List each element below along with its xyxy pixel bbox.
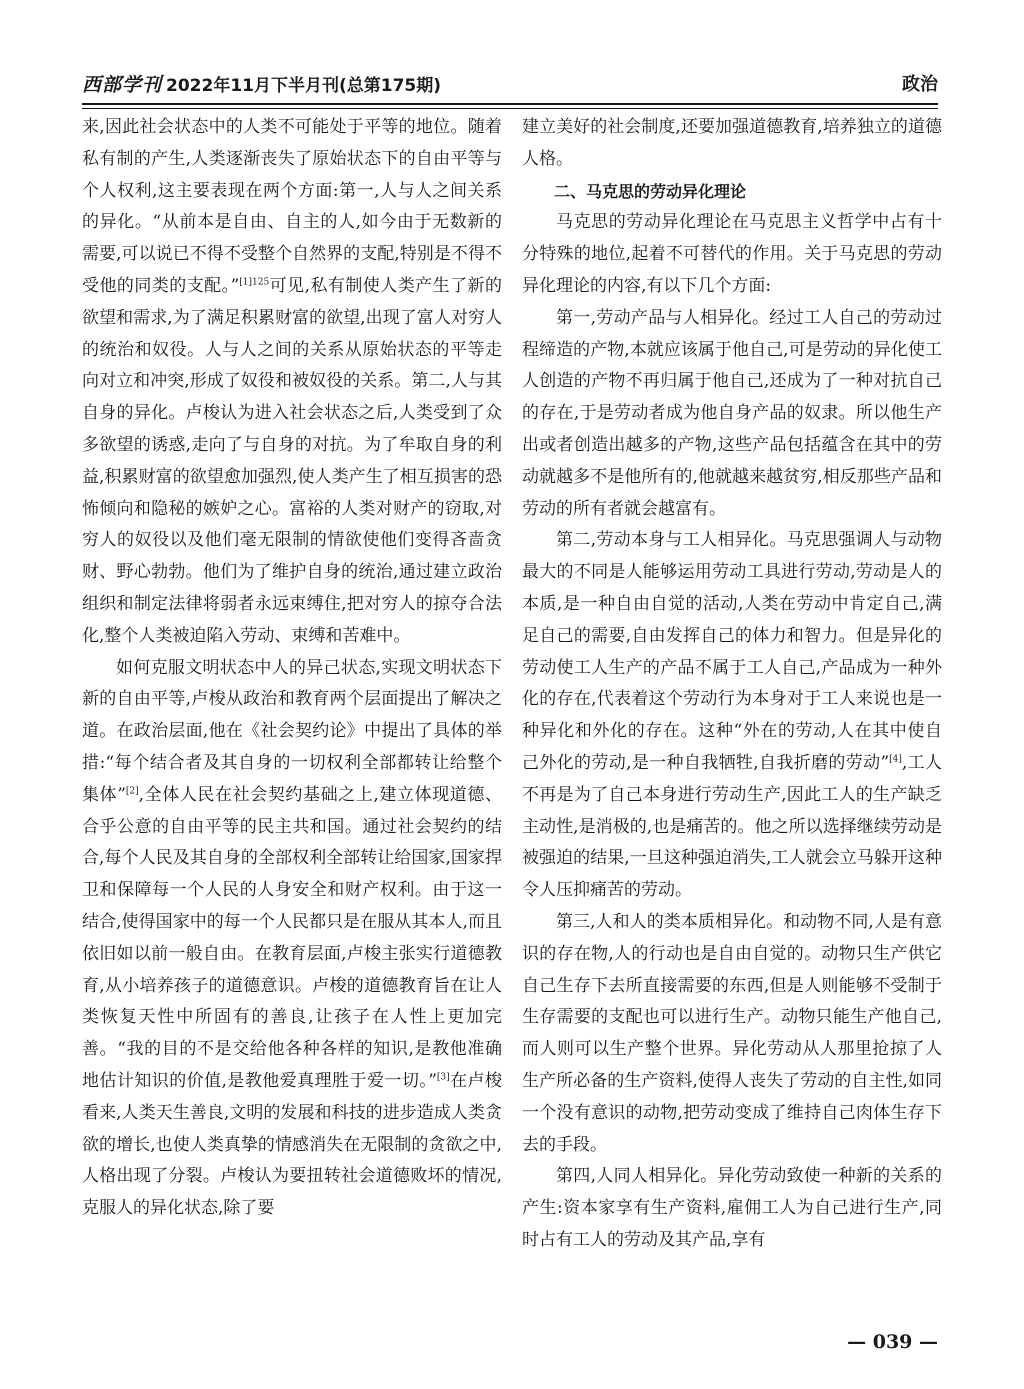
citation: [2] [125, 786, 139, 797]
section-label: 政治 [902, 74, 938, 95]
paragraph: 第三,人和人的类本质相异化。和动物不同,人是有意识的存在物,人的行动也是自由自觉的。动物只生产供它自己生存下去所直接需要的东西,但是人则能够不受制于生存需要的支配也可以进行生产。动物只能生产他自己,而人则可以生产整个世界。异化劳动从人那里抢掠了人生产所必备的生产资料,使得人丧失了劳动的自主性,如同一个没有意识的动物,把劳动变成了维持自己肉体生存下去的手段。 [522, 911, 942, 1155]
right-column [522, 112, 942, 1257]
text-run: ,工人不再是为了自己本身进行劳动生产,因此工人的生产缺乏主动性,是消极的,也是痛苦的。他之所以选择继续劳动是被强迫的结果,一旦这种强迫消失,工人就会立马躲开这种令人压抑痛苦的劳动。 [522, 752, 943, 901]
citation: [3] [436, 1072, 450, 1083]
header-rule-thin [82, 108, 938, 109]
section-heading: 二、马克思的劳动异化理论 [554, 181, 747, 201]
journal-info [82, 70, 441, 97]
issue-info: 2022年11月下半月刊(总第175期) [166, 75, 442, 96]
text-run: ,全体人民在社会契约基础之上,建立体现道德、合乎公意的自由平等的民主共和国。通过社会契约的结合,每个人民及其自身的全部权利全部转让给国家,国家捍卫和保障每一个人民的人身安全和财产权利。由于这一结合,使得国家中的每一个人民都只是在服从其本人,而且依旧如以前一般自由。在教育层面,卢梭主张实行道德教育,从小培养孩子的道德意识。卢梭的道德教育旨在让人类恢复天性中所固有的善良,让孩子在人性上更加完善。“我的目的不是交给他各种各样的知识,是教他准确地估计知识的价值,是教他爱真理胜于爱一切。” [82, 784, 502, 1091]
text-run: 可见,私有制使人类产生了新的欲望和需求,为了满足积累财富的欲望,出现了富人对穷人的统治和奴役。人与人之间的关系从原始状态的平等走向对立和冲突,形成了奴役和被奴役的关系。第二,人与其自身的异化。卢梭认为进入社会状态之后,人类受到了众多欲望的诱惑,走向了与自身的对抗。为了牟取自身的利益,积累财富的欲望愈加强烈,使人类产生了相互损害的恐怖倾向和隐秘的嫉妒之心。富裕的人类对财产的窃取,对穷人的奴役以及他们毫无限制的情欲使他们变得吝啬贪财、野心勃勃。他们为了维护自身的统治,通过建立政治组织和制定法律将弱者永远束缚住,把对穷人的掠夺合法化,整个人类被迫陷入劳动、束缚和苦难中。 [82, 275, 502, 646]
page-header [82, 64, 938, 102]
citation: [1]125 [239, 277, 270, 288]
text-run: 在卢梭看来,人类天生善良,文明的发展和科技的进步造成人类贪欲的增长,也使人类真挚的情感消失在无限制的贪欲之中,人格出现了分裂。卢梭认为要扭转社会道德败坏的情况,克服人的异化状态,除了要 [82, 1070, 502, 1219]
left-column [82, 112, 502, 1225]
paragraph: 第四,人同人相异化。异化劳动致使一种新的关系的产生:资本家享有生产资料,雇佣工人为自己进行生产,同时占有工人的劳动及其产品,享有 [522, 1166, 942, 1250]
citation: [4] [889, 754, 902, 765]
paragraph: 马克思的劳动异化理论在马克思主义哲学中占有十分特殊的地位,起着不可替代的作用。关于马克思的劳动异化理论的内容,有以下几个方面: [522, 212, 942, 296]
text-run: 如何克服文明状态中人的异己状态,实现文明状态下新的自由平等,卢梭从政治和教育两个层面提出了解决之道。在政治层面,他在《社会契约论》中提出了具体的举措:“每个结合者及其自身的一切权利全部都转让给整个集体” [82, 657, 502, 805]
journal-title: 西部学刊 [82, 73, 163, 96]
paragraph [82, 653, 502, 1225]
text-run: 来,因此社会状态中的人类不可能处于平等的地位。随着私有制的产生,人类逐渐丧失了原始状态下的自由平等与个人权利,这主要表现在两个方面:第一,人与人之间关系的异化。“从前本是自由、自主的人,如今由于无数新的需要,可以说已不得不受整个自然界的支配,特别是不得不受他的同类的支配。” [82, 117, 502, 296]
text-run: 第二,劳动本身与工人相异化。马克思强调人与动物最大的不同是人能够运用劳动工具进行劳动,劳动是人的本质,是一种自由自觉的活动,人类在劳动中肯定自己,满足自己的需要,自由发挥自己的体力和智力。但是异化的劳动使工人生产的产品不属于工人自己,产品成为一种外化的存在,代表着这个劳动行为本身对于工人来说也是一种异化和外化的存在。这种“外在的劳动,人在其中使自己外化的劳动,是一种自我牺牲,自我折磨的劳动” [522, 530, 942, 773]
paragraph [522, 525, 942, 907]
paragraph [82, 112, 502, 653]
paragraph: 第一,劳动产品与人相异化。经过工人自己的劳动过程缔造的产物,本就应该属于他自己,可是劳动的异化使工人创造的产物不再归属于他自己,还成为了一种对抗自己的存在,于是劳动者成为他自身产品的奴隶。所以他生产出或者创造出越多的产物,这些产品包括蕴含在其中的劳动就越多不是他所有的,他就越来越贫穷,相反那些产品和劳动的所有者就会越富有。 [522, 307, 942, 519]
paragraph: 建立美好的社会制度,还要加强道德教育,培养独立的道德人格。 [522, 117, 942, 169]
header-rule-thick [82, 103, 938, 105]
page-number: — 039 — [847, 1331, 938, 1353]
